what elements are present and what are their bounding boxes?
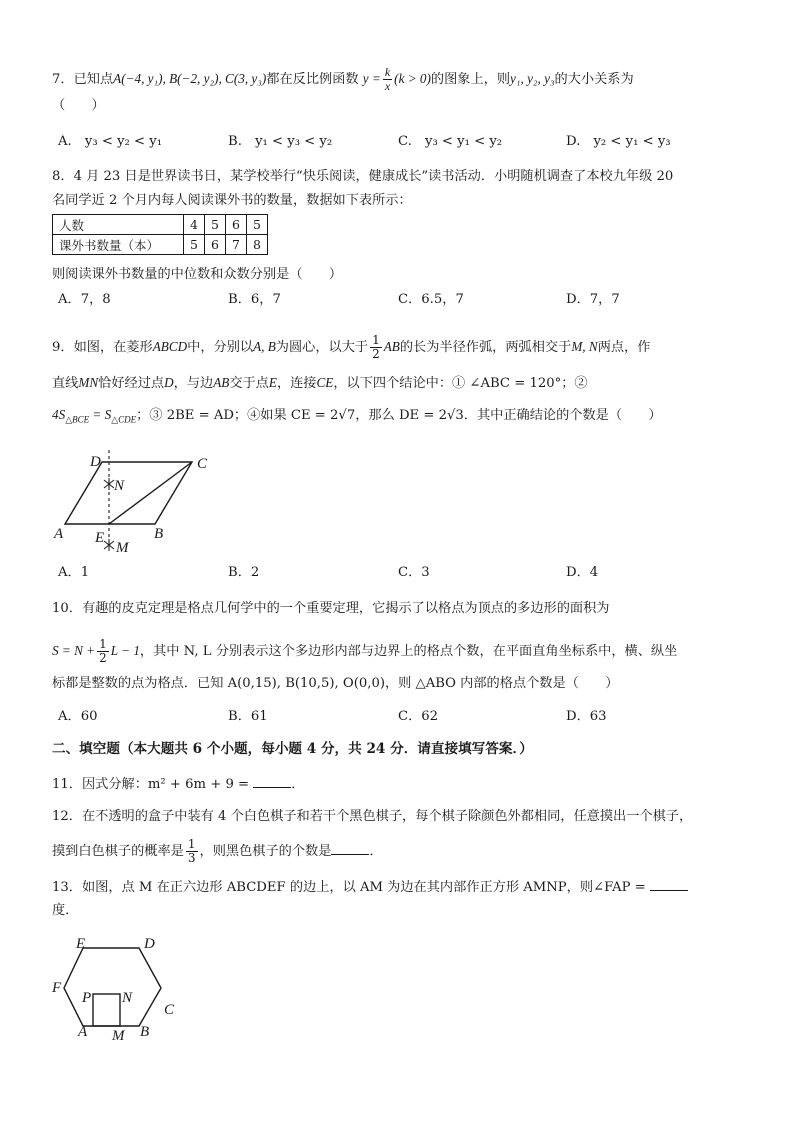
- q10-option-d[interactable]: D．63: [566, 709, 607, 724]
- label-n: N: [122, 990, 133, 1006]
- q9-stem-line2: 直线MN恰好经过点D，与边AB交于点E，连接CE，以下四个结论中：① ∠ABC = 120°；②: [52, 375, 588, 391]
- label-m: M: [112, 1028, 125, 1042]
- q11-stem: 11．因式分解：m² + 6m + 9 = ．: [52, 777, 305, 792]
- q9-option-b[interactable]: B．2: [228, 565, 260, 580]
- label-m: M: [116, 540, 129, 556]
- q10-option-c[interactable]: C．62: [398, 709, 439, 724]
- arc-mark-m: [104, 539, 114, 551]
- q12-stem-line2: 摸到白色棋子的概率是 $\frac{1}{3}$ ，则黑色棋子的个数是 ．: [52, 837, 383, 865]
- label-b: B: [154, 526, 164, 542]
- q10-stem-line1: 10．有趣的皮克定理是格点几何学中的一个重要定理，它揭示了以格点为顶点的多边形的面积为: [52, 601, 610, 616]
- q13-stem-line2: 度．: [52, 903, 79, 918]
- label-b: B: [140, 1024, 150, 1040]
- table-header-cell: 人数: [53, 215, 184, 235]
- table-cell: 8: [247, 235, 268, 255]
- q10-option-a[interactable]: A．60: [58, 709, 98, 724]
- label-d: D: [90, 454, 101, 470]
- label-p: P: [82, 990, 92, 1006]
- q8-stem-line1: 8．4 月 23 日是世界读书日，某学校举行“快乐阅读，健康成长”读书活动．小明随机调查了本校九年级 20: [52, 169, 674, 184]
- q7-stem: 7．已知点A(−4, y₁), B(−2, y₂), C(3, y₃)都在反比例函数 y = $\frac{k}{x}$ (k > 0)的图象上，则y₁, y₂, y₃的大小关系为: [52, 65, 634, 93]
- q7-option-b[interactable]: B. y₁ < y₃ < y₂: [228, 134, 333, 149]
- q9-stem-line3: $4S_{\triangle BCE} = S_{\triangle CDE}$；③ 2BE = AD；④如果 CE = 2√7，那么 DE = 2√3．其中正确结论的个数是（ ）: [52, 407, 662, 425]
- q10-stem-line3: 标都是整数的点为格点．已知 A(0,15), B(10,5), O(0,0)，则 △ABO 内部的格点个数是（ ）: [52, 676, 619, 691]
- square-amnp: [93, 994, 120, 1026]
- q7-option-d[interactable]: D. y₂ < y₁ < y₃: [566, 134, 671, 149]
- q7-options: [58, 133, 758, 151]
- table-header-cell: 课外书数量（本）: [53, 235, 184, 255]
- q9-option-c[interactable]: C．3: [398, 565, 430, 580]
- table-cell: 4: [184, 215, 205, 235]
- q13-stem-line1: 13．如图，点 M 在正六边形 ABCDEF 的边上，以 AM 为边在其内部作正方形 AMNP，则∠FAP =: [52, 878, 688, 897]
- q9-rhombus-figure: [52, 448, 222, 560]
- q10-options: [58, 708, 758, 726]
- label-c: C: [164, 1002, 175, 1018]
- q7-paren: （ ）: [52, 98, 105, 113]
- q10-stem-line2: S = N + $\frac{1}{2}$ L − 1，其中 N, L 分别表示这个多边形内部与边界上的格点个数，在平面直角坐标系中，横、纵坐: [52, 637, 678, 665]
- q8-option-d[interactable]: D．7，7: [566, 292, 620, 307]
- q8-data-table: [52, 214, 268, 255]
- label-a: A: [54, 526, 64, 542]
- q8-options: [58, 291, 758, 309]
- q13-hexagon-figure: [48, 930, 188, 1042]
- q8-stem-line2: 名同学近 2 个月内每人阅读课外书的数量，数据如下表所示：: [52, 193, 412, 208]
- rhombus-abcd: [65, 462, 192, 524]
- hexagon-abcdef: [64, 948, 161, 1026]
- q8-option-c[interactable]: C．6.5，7: [398, 292, 464, 307]
- q9-options: [58, 564, 758, 582]
- label-d: D: [144, 936, 155, 952]
- label-a: A: [78, 1024, 88, 1040]
- q12-stem-line1: 12．在不透明的盒子中装有 4 个白色棋子和若干个黑色棋子，每个棋子除颜色外都相同，任意摸出一个棋子，: [52, 809, 693, 824]
- table-cell: 5: [247, 215, 268, 235]
- table-cell: 5: [205, 215, 226, 235]
- q8-question: 则阅读课外书数量的中位数和众数分别是（ ）: [52, 267, 343, 282]
- table-cell: 6: [205, 235, 226, 255]
- arc-mark-n: [104, 478, 114, 490]
- q8-option-a[interactable]: A．7，8: [58, 292, 111, 307]
- q9-stem-line1: 9．如图，在菱形ABCD中，分别以A, B为圆心，以大于 $\frac{1}{2}$ AB的长为半径作弧，两弧相交于M, N两点，作: [52, 333, 651, 361]
- q11-answer-blank[interactable]: [253, 775, 291, 788]
- q13-answer-blank[interactable]: [650, 878, 688, 891]
- table-cell: 5: [184, 235, 205, 255]
- q7-option-a[interactable]: A. y₃ < y₂ < y₁: [58, 134, 162, 149]
- table-cell: 6: [226, 215, 247, 235]
- q12-answer-blank[interactable]: [331, 842, 369, 855]
- q9-option-a[interactable]: A．1: [58, 565, 90, 580]
- table-row: [53, 235, 268, 255]
- q9-option-d[interactable]: D．4: [566, 565, 599, 580]
- label-e: E: [76, 936, 86, 952]
- table-row: [53, 215, 268, 235]
- label-f: F: [52, 980, 62, 996]
- section-fill-in-title: 二、填空题（本大题共 6 个小题，每小题 4 分，共 24 分．请直接填写答案．）: [52, 741, 533, 757]
- q10-option-b[interactable]: B．61: [228, 709, 268, 724]
- label-n: N: [114, 478, 125, 494]
- label-e: E: [95, 530, 105, 546]
- label-c: C: [197, 456, 208, 472]
- q8-option-b[interactable]: B．6，7: [228, 292, 281, 307]
- table-cell: 7: [226, 235, 247, 255]
- q7-option-c[interactable]: C. y₃ < y₁ < y₂: [398, 134, 503, 149]
